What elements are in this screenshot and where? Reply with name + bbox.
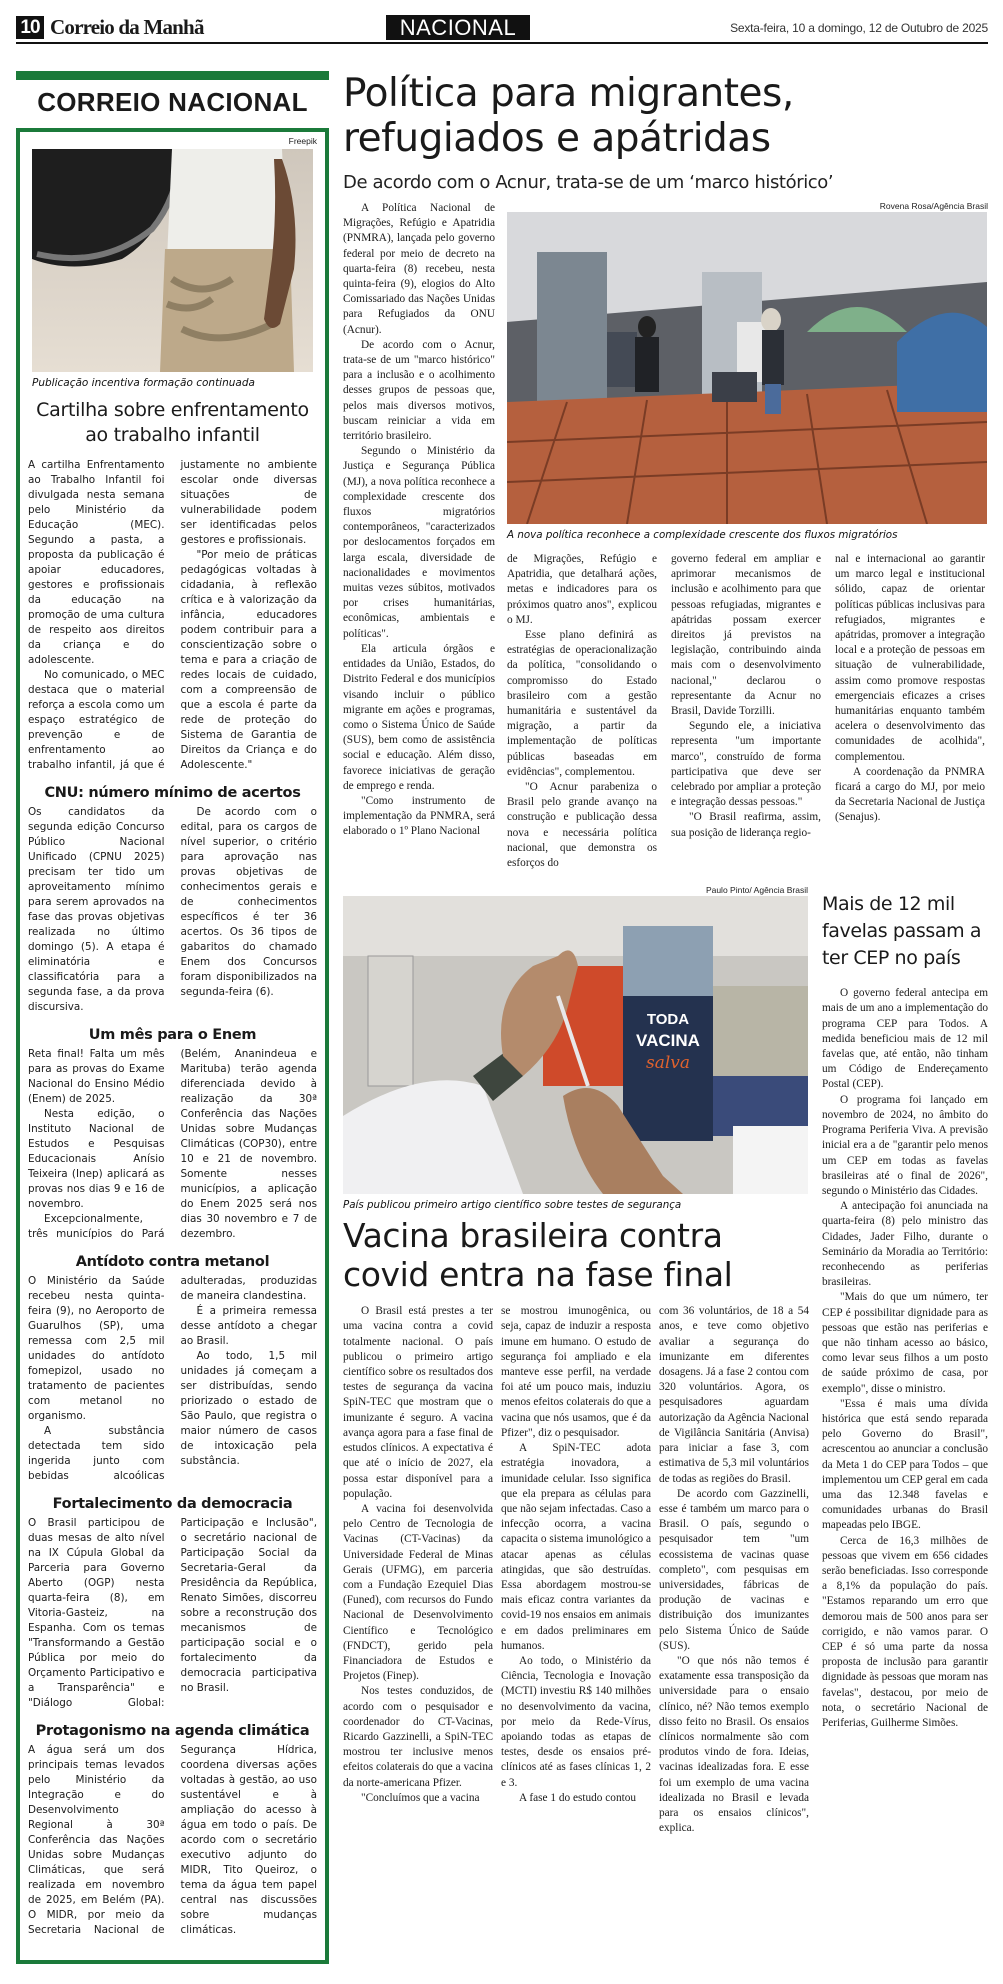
brief-paragraph: "Por meio de práticas pedagógicas voltadas à cidadania, à reflexão crítica e à valorização da infância, educadores podem contribuir para a conscientização sobre o tema e para a criação de redes locais de cuidado, com a compreensão de que a escola é parte da rede de proteção do Sistema de Garantia de Direitos da Criança e do Adolescente." (180, 549, 317, 771)
photo-credit: Rovena Rosa/Agência Brasil (879, 201, 988, 211)
brief-cnu (28, 783, 317, 1015)
banner-text: salva (645, 1053, 691, 1074)
brief-democracia (28, 1494, 317, 1711)
issue-date: Sexta-feira, 10 a domingo, 12 de Outubro de 2025 (730, 21, 988, 35)
photo-credit: Paulo Pinto/ Agência Brasil (705, 885, 808, 896)
article-paragraph: A SpiN-TEC adota estratégia inovadora, a imunidade celular. Isso significa que ela prepara as células para que não sejam infectadas. Caso a infecção ocorra, a vacina capacita o sistema imunológico a atacar apenas as células atingidas, que são destruídas. Essa abordagem mostrou-se mais eficaz contra variantes da covid-19 nos ensaios em animais e em dados preliminares em humanos. (501, 1442, 651, 1652)
article-paragraph: Ela articula órgãos e entidades da União, Estados, do Distrito Federal e dos municípios visando incluir o público migrante em ações e programas, como o Sistema Único de Saúde (SUS), bem como de assistência social e educação. Além disso, favorece iniciativas de geração de emprego e renda. (343, 642, 495, 792)
vaccine-headline: Vacina brasileira contra covid entra na fase final (343, 1216, 733, 1295)
newspaper-name: Correio da Manhã (50, 15, 204, 39)
vaccine-article (343, 885, 808, 1836)
article-paragraph: "Como instrumento de implementação da PNMRA, será elaborado o 1º Plano Nacional (343, 794, 495, 838)
cep-headline: Mais de 12 mil favelas passam a ter CEP no país (822, 893, 982, 970)
article-paragraph: "Essa é mais uma dívida histórica que está sendo reparada pelo Governo do Brasil", acrescentou ao anunciar a conclusão da Meta 1 do CEP para Todos – que implementou um CEP geral em cada uma das 12.348 favelas e comunidades urbanas do Brasil mapeadas pelo IBGE. (822, 1397, 988, 1532)
article-paragraph: A coordenação da PNMRA ficará a cargo do MJ, por meio da Secretaria Nacional de Justiça (Senajus). (835, 765, 985, 824)
lower-section (343, 885, 988, 1836)
article-paragraph: De acordo com Gazzinelli, esse é também um marco para o Brasil. O país, segundo o pesquisador tem "um ecossistema de vacinas quase completo", com pesquisas em universidades, fábricas de produção de vacinas e distribuição dos imunizantes pelo Sistema Único de Saúde (SUS). (659, 1487, 809, 1652)
brief-enem (28, 1025, 317, 1242)
article-paragraph: de Migrações, Refúgio e Apatridia, que detalhará ações, metas e indicadores para os próximos quatro anos", explicou o MJ. (507, 553, 657, 626)
vaccine-columns (343, 1304, 808, 1836)
migrants-right-block (507, 201, 988, 871)
sidebar (16, 71, 329, 1964)
sidebar-title: CORREIO NACIONAL (37, 87, 308, 117)
sidebar-box (16, 128, 329, 1964)
brief-paragraph: Reta final! Falta um mês para as provas do Exame Nacional do Ensino Médio (Enem) de 2025. (28, 1048, 165, 1105)
article-paragraph: "O que nós não temos é exatamente essa transposição da universidade para o ensaio clínico, né? Não temos exemplo disso feito no Brasil. Os ensaios clínicos normalmente são com produtos vindo de fora. Ideias, vacinas idealizadas fora. E esse foi um exemplo de uma vacina idealizada no Brasil e levada para os ensaios clínicos", explica. (659, 1654, 809, 1835)
child-labor-photo (32, 149, 313, 372)
article-paragraph: "O Acnur parabeniza o Brasil pelo grande avanço na construção e publicação dessa nova e necessária política nacional, que demonstra os esforços do (507, 781, 657, 870)
article-paragraph: Ao todo, o Ministério da Ciência, Tecnologia e Inovação (MCTI) investiu R$ 140 milhões no desenvolvimento da vacina, por meio da Rede-Vírus, apoiando todas as etapas de testes, desde os ensaios pré-clínicos até as fases clínicas 1, 2 e 3. (501, 1654, 651, 1789)
article-paragraph: se mostrou imunogênica, ou seja, capaz de induzir a resposta imune em humano. O estudo de segurança foi ampliado e ela manteve esse perfil, na verdade foi até um pouco mais, induziu menos efeitos colaterais do que a vacina que nós usamos, que é da Pfizer", diz o pesquisador. (501, 1305, 651, 1439)
migrants-lower-columns (507, 552, 988, 871)
sidebar-accent-rule (16, 71, 329, 80)
article-paragraph: "Mais do que um número, ter CEP é possibilitar dignidade para as pessoas que estão nas periferias e que não tinham acesso ao básico, como levar seus filhos a um posto de saúde próximo de casa, por exemplo", disse o ministro. (822, 1291, 988, 1395)
main-subheadline: De acordo com o Acnur, trata-se de um ‘marco histórico’ (343, 172, 834, 193)
migrants-column-2 (507, 552, 657, 871)
masthead (16, 14, 988, 44)
brief-paragraph: O Brasil participou de duas mesas de alto nível na IX Cúpula Global da Parceria para Governo Aberto (OGP) nesta quarta-feira (8), em Vitoria-Gasteiz, na Espanha. Com os temas "Transformando a Gestão Pública por meio do Orçamento Participativo e a Transparência" e "Diálogo Global: Participação e Inclusão", o secretário nacional de Participação Social da Secretaria-Geral da Presidência da República, Renato Simões, discorreu sobre a reconstrução dos mecanismos de participação social e o fortalecimento da democracia participativa no Brasil. (28, 1517, 317, 1709)
brief-cartilha (28, 458, 317, 773)
brief-title: CNU: número mínimo de acertos (44, 785, 301, 801)
article-paragraph: O governo federal antecipa em mais de um ano a implementação do programa CEP para Todos. A medida beneficiou mais de 12 mil favelas que, até então, não tinham um Código de Endereçamento Postal (CEP). (822, 987, 988, 1091)
page-number: 10 (16, 16, 44, 39)
brief-metanol (28, 1252, 317, 1484)
article-paragraph: nal e internacional ao garantir um marco legal e institucional sólido, capaz de orientar políticas públicas inclusivas para refugiados, migrantes e apátridas, promover a integração local e a proteção de pessoas em situação de vulnerabilidade, assim como promove respostas emergenciais eficazes a crises humanitárias enquanto também acelera o desenvolvimento das comunidades de acolhida", complementou. (835, 553, 985, 763)
article-paragraph: "Concluímos que a vacina (361, 1791, 480, 1804)
article-paragraph: A fase 1 do estudo contou (519, 1791, 637, 1804)
photo-caption: País publicou primeiro artigo científico sobre testes de segurança (343, 1199, 682, 1212)
vaccine-column-1 (343, 1304, 493, 1806)
cep-column (822, 986, 988, 1731)
article-paragraph: A Política Nacional de Migrações, Refúgio e Apatridia (PNMRA), lançada pelo governo federal por meio de decreto na quarta-feira (8) recebeu, nesta quinta-feira (9), elogios do Alto Comissariado das Nações Unidas para Refugiados da ONU (Acnur). (343, 202, 495, 336)
brief-paragraph: É a primeira remessa desse antídoto a chegar ao Brasil. (180, 1305, 317, 1347)
main-headline: Política para migrantes, refugiados e apátridas (343, 71, 794, 161)
vaccine-photo (343, 896, 808, 1194)
brief-title: Protagonismo na agenda climática (35, 1723, 310, 1739)
photo-caption: Publicação incentiva formação continuada (32, 377, 255, 389)
brief-paragraph: Excepcionalmente, três municípios do Pará (Belém, Ananindeua e Marituba) terão agenda diferenciada devido à realização da 30ª Conferência das Nações Unidas sobre Mudanças Climáticas (COP30), entre 10 e 21 de novembro. Somente nesses municípios, a aplicação do Enem 2025 será nos dias 30 novembro e 7 de dezembro. (28, 1048, 317, 1240)
photo-credit: Freepik (288, 136, 317, 146)
article-paragraph: Segundo ele, a iniciativa representa "um importante marco", construído de forma participativa que deve ser celebrado por ampliar a proteção e integração dessas pessoas." (671, 720, 821, 809)
section-badge: NACIONAL (386, 15, 530, 40)
migrants-column-3 (671, 552, 821, 841)
article-paragraph: governo federal em ampliar e aprimorar mecanismos de inclusão e acolhimento para que pessoas refugiadas, migrantes e apátridas possam exercer direitos já previstos na legislação, contribuindo ainda mais com o desenvolvimento nacional," declarou o representante da Acnur no Brasil, Davide Torzilli. (671, 553, 821, 718)
migrants-article (343, 201, 988, 871)
banner-text: VACINA (636, 1031, 700, 1051)
article-paragraph: O Brasil está prestes a ter uma vacina contra a covid totalmente nacional. O país publicou o primeiro artigo científico sobre os resultados dos testes de segurança da vacina SpiN-TEC que mostram que o imunizante é seguro. A vacina avança agora para a fase final de estudos clínicos. A expectativa é que até o início de 2027, ela possa estar disponível para a população. (343, 1305, 493, 1500)
brief-paragraph: A água será um dos principais temas levados pelo Ministério da Integração e do Desenvolvimento Regional à 30ª Conferência das Nações Unidas sobre Mudanças Climáticas, que será realizada em novembro de 2025, em Belém (PA). O MIDR, por meio da Secretaria Nacional de Segurança Hídrica, coordena diversas ações voltadas à gestão, ao uso sustentável e à ampliação do acesso à água em todo o país. De acordo com o secretário executivo adjunto do MIDR, Tito Queiroz, o tema da água tem papel central nas discussões sobre mudanças climáticas. (28, 1744, 317, 1936)
article-paragraph: Esse plano definirá as estratégias de operacionalização da política, "consolidando o compromisso do Estado brasileiro com a gestão humanitária e sustentável da migração, a partir da implementação de políticas públicas baseadas em evidências", complementou. (507, 629, 657, 778)
brief-paragraph: O Ministério da Saúde recebeu nesta quinta-feira (9), no Aeroporto de Guarulhos (SP), uma remessa com 2,5 mil unidades do antídoto fomepizol, usado no tratamento de pacientes com metanol no organismo. (28, 1275, 165, 1422)
article-paragraph: A antecipação foi anunciada na quarta-feira (8) pelo ministro das Cidades, Jader Filho, durante o Seminário da Moradia ao Território: reconhecendo as periferias brasileiras. (822, 1200, 988, 1289)
page-layout (16, 71, 988, 1964)
brief-paragraph: Nesta edição, o Instituto Nacional de Estudos e Pesquisas Educacionais Anísio Teixeira (Inep) aplicará as provas nos dias 9 e 16 de novembro. (28, 1108, 165, 1210)
brief-paragraph: De acordo com o edital, para os cargos de nível superior, o critério para aprovação nas provas objetivas de conhecimentos gerais e de conhecimentos específicos é ter 36 acertos. Os 36 tipos de gabaritos do chamado Enem dos Concursos foram disponibilizados na segunda-feira (6). (180, 806, 317, 998)
brief-title: Fortalecimento da democracia (52, 1496, 293, 1512)
brief-title: Antídoto contra metanol (75, 1254, 270, 1270)
article-paragraph: "O Brasil reafirma, assim, sua posição de liderança regio- (671, 811, 821, 839)
vaccine-column-2 (501, 1304, 651, 1806)
article-paragraph: A vacina foi desenvolvida pelo Centro de Tecnologia de Vacinas (CT-Vacinas) da Universidade Federal de Minas Gerais (UFMG), em parceria com a Fundação Ezequiel Dias (Funed), com recursos do Fundo Nacional de Desenvolvimento Científico e Tecnológico (FNDCT), gerido pela Financiadora de Estudos e Projetos (Finep). (343, 1502, 493, 1683)
brief-paragraph: Os candidatos da segunda edição Concurso Público Nacional Unificado (CPNU 2025) precisam ter tido um aproveitamento mínimo para serem aprovados na fase das provas objetivas realizada no último domingo (5). A etapa é eliminatória e classificatória para a segunda fase, a da prova discursiva. (28, 806, 165, 1013)
cep-article (822, 885, 988, 1731)
brief-paragraph: A substância detectada tem sido ingerida junto com bebidas alcoólicas adulteradas, produzidas de maneira clandestina. (28, 1275, 317, 1482)
article-paragraph: Segundo o Ministério da Justiça e Segurança Pública (MJ), a nova política reconhece a complexidade crescente dos fluxos migratórios contemporâneos, "caracterizados por deslocamentos forçados em larga escala, diversidade de nacionalidades e movimentos muitas vezes súbitos, motivados por crises humanitárias, econômicas, ambientais e políticas". (343, 445, 495, 640)
sidebar-lead-headline: Cartilha sobre enfrentamento ao trabalho infantil (36, 399, 309, 446)
vaccine-column-3 (659, 1304, 809, 1836)
brief-clima (28, 1721, 317, 1938)
article-paragraph: com 36 voluntários, de 18 a 54 anos, e teve como objetivo avaliar a segurança do imunizante em diferentes dosagens. Já a fase 2 contou com 320 voluntários. Agora, os pesquisadores aguardam autorização da Agência Nacional de Vigilância Sanitária (Anvisa) para iniciar a fase 3, com estimativa de 5,3 mil voluntários de todas as regiões do Brasil. (659, 1305, 809, 1485)
brief-paragraph: No comunicado, o MEC destaca que o material reforça a escola como um espaço estratégico de prevenção e de enfrentamento ao trabalho infantil, já que é justamente no ambiente escolar onde diversas situações de vulnerabilidade podem ser identificadas pelos gestores e profissionais. (28, 459, 317, 771)
article-paragraph: O programa foi lançado em novembro de 2024, no âmbito do Programa Periferia Viva. A previsão inicial era a de "garantir pelo menos um CEP em todas as favelas brasileiras até o final de 2026", segundo o Ministério das Cidades. (822, 1093, 988, 1197)
article-paragraph: De acordo com o Acnur, trata-se de um "marco histórico" para a inclusão e o acolhimento desses grupos de pessoas que, pelos mais diversos motivos, buscam reiniciar a vida em território brasileiro. (343, 338, 495, 443)
migrants-column-1 (343, 201, 495, 840)
brief-paragraph: Ao todo, 1,5 mil unidades já começam a ser distribuídas, sendo priorizado o estado de São Paulo, que registra o maior número de casos de intoxicação pela substância. (180, 1350, 317, 1467)
article-paragraph: Nos testes conduzidos, de acordo com o pesquisador e coordenador do CT-Vacinas, Ricardo Gazzinelli, a SpiN-TEC mostrou ter inclusive menos efeitos colaterais do que a vacina da norte-americana Pfizer. (343, 1685, 493, 1789)
article-paragraph: Cerca de 16,3 milhões de pessoas que vivem em 656 cidades serão beneficiadas. Isso corresponde a 8,1% da população do país. "Estamos reparando um erro que demorou mais de 500 anos para ser corrigido, e não vamos parar. O CEP é só uma parte da nossa proposta de inclusão para garantir dignidade às pessoas que moram nas favelas", destacou, por meio de nota, o secretário Nacional de Periferias, Guilherme Simões. (822, 1534, 988, 1730)
photo-caption: A nova política reconhece a complexidade crescente dos fluxos migratórios (507, 529, 898, 541)
main-area (343, 71, 988, 1836)
migrants-column-4 (835, 552, 985, 826)
brief-title: Um mês para o Enem (88, 1027, 257, 1043)
banner-text: TODA (646, 1011, 690, 1029)
migrants-photo (507, 212, 987, 524)
brief-paragraph: A cartilha Enfrentamento ao Trabalho Infantil foi divulgada nesta semana pelo Ministério da Educação (MEC). Segundo a pasta, a proposta da publicação é apoiar educadores, gestores e profissionais da educação na promoção de uma cultura de respeito aos direitos da criança e do adolescente. (28, 459, 165, 666)
